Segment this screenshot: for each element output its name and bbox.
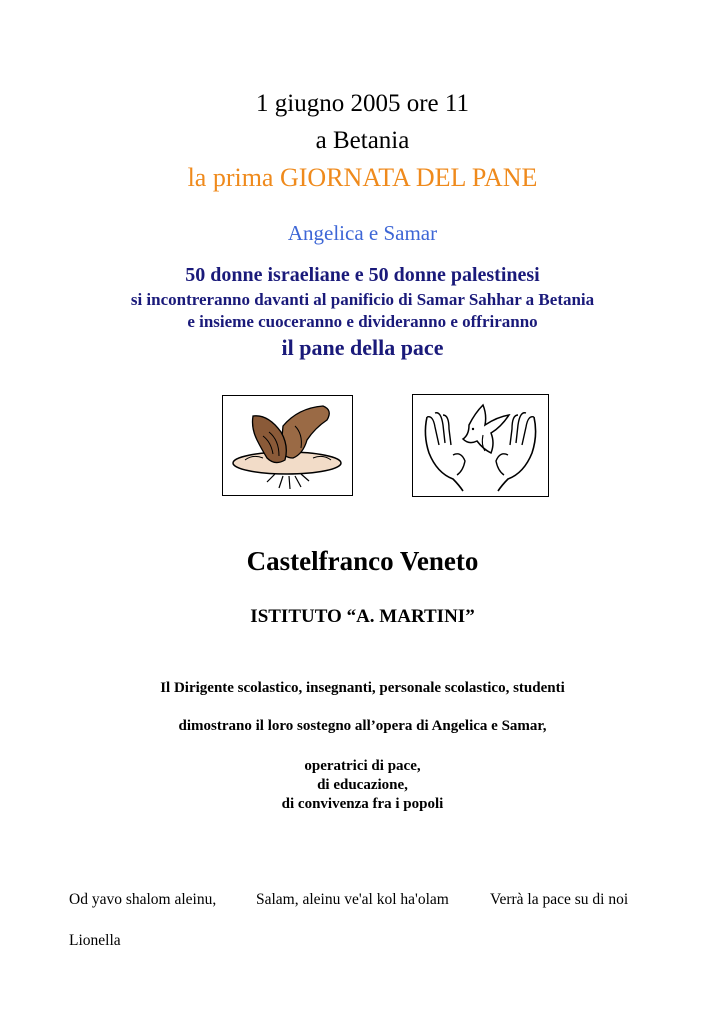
event-title xyxy=(0,163,725,193)
greeting-hebrew: Od yavo shalom aleinu, xyxy=(69,891,217,908)
dove-hands-icon xyxy=(413,395,548,496)
school-institute: ISTITUTO “A. MARTINI” xyxy=(250,606,475,627)
greeting-arabic: Salam, aleinu ve'al kol ha'olam xyxy=(256,891,449,908)
event-desc-line3: e insieme cuoceranno e divideranno e offriranno xyxy=(187,312,538,331)
support-line5: di convivenza fra i popoli xyxy=(281,796,444,812)
dove-hands-image xyxy=(412,394,549,497)
event-subtitle: Angelica e Samar xyxy=(287,221,438,245)
event-desc-line4: il pane della pace xyxy=(281,335,444,360)
support-line2: dimostrano il loro sostegno all’opera di Angelica e Samar, xyxy=(178,718,547,734)
event-title-main: GIORNATA DEL PANE xyxy=(279,163,538,192)
event-title-prefix: la prima xyxy=(187,163,280,192)
support-line4: di educazione, xyxy=(317,777,408,793)
support-line1: Il Dirigente scolastico, insegnanti, personale scolastico, studenti xyxy=(160,680,565,696)
kneading-hands-image xyxy=(222,395,353,496)
support-line3: operatrici di pace, xyxy=(304,758,421,774)
school-city: Castelfranco Veneto xyxy=(246,546,479,576)
event-desc-line2: si incontreranno davanti al panificio di Samar Sahhar a Betania xyxy=(130,290,595,309)
kneading-hands-icon xyxy=(223,396,352,495)
event-date: 1 giugno 2005 ore 11 xyxy=(256,90,469,117)
event-place: a Betania xyxy=(315,127,410,154)
event-desc-line1: 50 donne israeliane e 50 donne palestinesi xyxy=(185,264,540,286)
greeting-italian: Verrà la pace su di noi xyxy=(490,891,629,908)
signature: Lionella xyxy=(69,932,121,949)
